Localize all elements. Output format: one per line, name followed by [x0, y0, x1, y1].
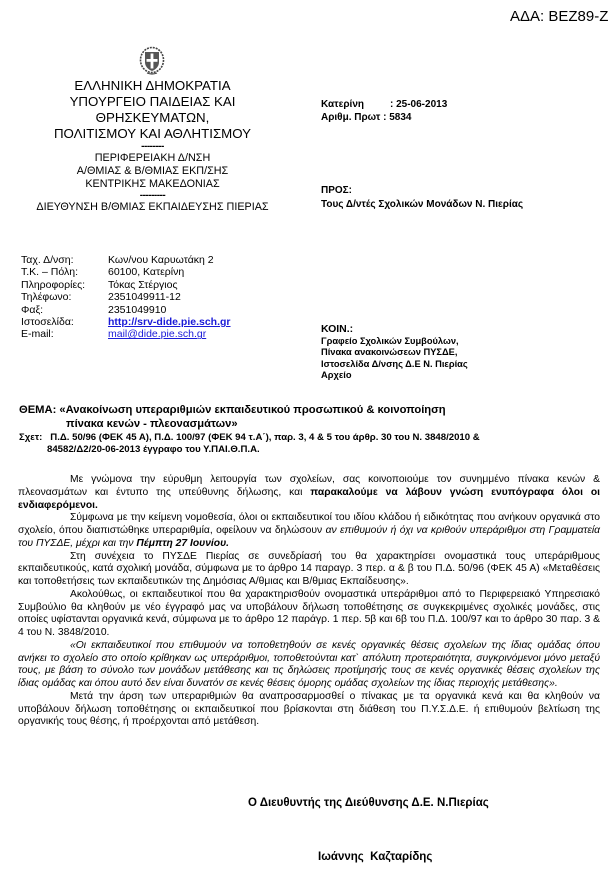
koin-item: Πίνακα ανακοινώσεων ΠΥΣΔΕ, — [321, 347, 458, 357]
document-date: : 25-06-2013 — [390, 99, 448, 110]
protocol-label: Αριθμ. Πρωτ : — [321, 112, 387, 123]
references — [19, 432, 609, 456]
place-label: Κατερίνη — [321, 99, 364, 110]
body-quote — [18, 640, 600, 691]
header-line: ΚΕΝΤΡΙΚΗΣ ΜΑΚΕΔΟΝΙΑΣ — [85, 178, 220, 190]
header-line: ΕΛΛΗΝΙΚΗ ΔΗΜΟΚΡΑΤΙΑ — [74, 78, 231, 93]
contact-row — [21, 254, 231, 266]
koin-block — [321, 324, 468, 382]
signatory-name: Ιωάννης Καζταρίδης — [318, 851, 433, 863]
subject-line: πίνακα κενών - πλεονασμάτων» — [66, 418, 238, 430]
contact-label: Φαξ: — [21, 303, 44, 316]
contact-value: 2351049911-12 — [108, 291, 181, 304]
issuer-header — [0, 78, 305, 214]
reference-line: Σχετ: Π.Δ. 50/96 (ΦΕΚ 45 Α), Π.Δ. 100/97 (ΦΕΚ 94 τ.Α΄), παρ. 3, 4 & 5 του άρθρ. 30 του Ν. 3848/2010 & — [19, 432, 480, 443]
contact-row — [21, 304, 231, 316]
contact-label: Ιστοσελίδα: — [21, 316, 74, 329]
document-meta — [321, 98, 447, 124]
body-paragraph: Μετά την άρση των υπεραριθμιών θα αναπροσαρμοσθεί ο πίνακας με τα οργανικά κενά και θα κληθούν να υποβάλουν δήλωση τοποθέτησης οι εκπαιδευτικοί που βρίσκονται στη διάθεση του Π.Υ.Σ.Δ.Ε. ή επιθυμούν βελτίωση της οργανικής τους θέσης, ή προέρχονται από μετάθεση. — [18, 690, 600, 728]
body-paragraph — [18, 474, 600, 512]
website-link[interactable]: http://srv-dide.pie.sch.gr — [108, 316, 231, 329]
deadline-date: Πέμπτη 27 Ιουνίου. — [136, 537, 230, 549]
contact-row — [21, 316, 231, 328]
header-line: ΠΕΡΙΦΕΡΕΙΑΚΗ Δ/ΝΣΗ — [94, 152, 211, 164]
koin-label: ΚΟΙΝ.: — [321, 323, 354, 335]
quote-text: «Οι εκπαιδευτικοί που επιθυμούν να τοποθετηθούν σε κενές οργανικές θέσεις σχολείων της ίδιας ομάδας όπου ανήκει το σχολείο στο οποίο κρίθηκαν ως υπεράριθμοι, τοποθετούνται κατ` απόλυτη προτεραιότητα, συγκρινόμενοι μόνο μεταξύ τους, με βάση το σύνολο των μονάδων μετάθεσης και τις δηλώσεις προτίμησής τους σε κενές οργανικές θέσεις σχολείων της ίδιας ομάδας και όπου αυτό δεν είναι δυνατόν σε κενές θέσεις όμορης ομάδας σχολείων της ίδιας περιοχής μετάθεσης». — [18, 639, 600, 689]
header-line: Α/ΘΜΙΑΣ & Β/ΘΜΙΑΣ ΕΚΠ/ΣΗΣ — [76, 165, 229, 177]
contact-info — [21, 254, 231, 341]
contact-label: Πληροφορίες: — [21, 278, 86, 291]
contact-value: Τόκας Στέργιος — [108, 278, 178, 291]
body-text: Σύμφωνα με την κείμενη νομοθεσία, όλοι οι εκπαιδευτικοί του ιδίου κλάδου ή ειδικότητας που ανήκουν οργανικά στο σχολείο, όπου διαπιστώθηκε υπεραριθμία, οφείλουν να δηλώσουν — [18, 512, 600, 536]
contact-label: E-mail: — [21, 328, 54, 341]
body-paragraph — [18, 512, 600, 550]
header-line: ΥΠΟΥΡΓΕΙΟ ΠΑΙΔΕΙΑΣ ΚΑΙ — [69, 94, 236, 109]
body-emphasis: παρακαλούμε να λάβουν γνώση ενυπόγραφα όλοι οι ενδιαφερόμενοι. — [18, 486, 601, 511]
contact-row — [21, 291, 231, 303]
coat-of-arms-icon — [139, 46, 165, 76]
body-paragraph: Ακολούθως, οι εκπαιδευτικοί που θα χαρακτηρισθούν ονομαστικά υπεράριθμοι από το Περιφερειακό Υπηρεσιακό Συμβούλιο θα κληθούν με νέο έγγραφό μας να υποβάλουν δήλωση τοποθέτησης σε συγκεκριμένες σχολικές μονάδες, στις οποίες υφίστανται οργανικά κενά, σύμφωνα με το άρθρο 12 παράγρ. 1 περ. 5β και 6β του Π.Δ. 100/97 και το άρθρο 30 παρ. 3 & 4 του Ν. 3848/2010. — [18, 588, 600, 638]
koin-item: Αρχείο — [321, 370, 352, 380]
contact-label: Τ.Κ. – Πόλη: — [21, 266, 79, 279]
body-text: Με γνώμονα την εύρυθμη λειτουργία των σχολείων, σας κοινοποιούμε τον συνημμένο πίνακα κενών & πλεονασμάτων και έντυπο της υπεύθυνης δήλωσης, και — [18, 474, 600, 498]
protocol-number: 5834 — [389, 112, 412, 123]
contact-value: Κων/νου Καρυωτάκη 2 — [108, 254, 214, 266]
reference-line: 84582/Δ2/20-06-2013 έγγραφο του Υ.ΠΑΙ.Θ.Π.Α. — [47, 444, 260, 455]
contact-row — [21, 279, 231, 291]
signatory-title: Ο Διευθυντής της Διεύθυνσης Δ.Ε. Ν.Πιερίας — [248, 797, 489, 809]
contact-value: 2351049910 — [108, 303, 167, 316]
header-line: ΠΟΛΙΤΙΣΜΟΥ ΚΑΙ ΑΘΛΗΤΙΣΜΟΥ — [53, 126, 252, 141]
recipient-label: ΠΡΟΣ: — [321, 185, 353, 196]
header-line: ΔΙΕΥΘΥΝΣΗ Β/ΘΜΙΑΣ ΕΚΠΑΙΔΕΥΣΗΣ ΠΙΕΡΙΑΣ — [36, 201, 269, 213]
header-separator: --------- — [139, 190, 166, 201]
koin-item: Γραφείο Σχολικών Συμβούλων, — [321, 335, 459, 346]
email-link[interactable]: mail@dide.pie.sch.gr — [108, 328, 207, 341]
contact-row — [21, 266, 231, 278]
letter-body — [18, 474, 600, 729]
subject — [19, 403, 609, 431]
subject-line: ΘΕΜΑ: «Ανακοίνωση υπεραριθμιών εκπαιδευτικού προσωπικού & κοινοποίηση — [19, 404, 446, 416]
body-paragraph: Στη συνέχεια το ΠΥΣΔΕ Πιερίας σε συνεδρίασή του θα χαρακτηρίσει ονομαστικά τους υπεράριθμους εκπαιδευτικούς, κατά σχολική μονάδα, σύμφωνα με το άρθρο 14 παραγρ. 3 περ. α & β του Π.Δ. 50/96 (ΦΕΚ 45 Α) «Μεταθέσεις και τοποθετήσεις των εκπαιδευτικών της Δημόσιας Α/θμιας και Β/θμιας Εκπαίδευσης». — [18, 550, 600, 587]
koin-item: Ιστοσελίδα Δ/νσης Δ.Ε Ν. Πιερίας — [321, 358, 468, 369]
ada-code: ΑΔΑ: ΒΕΖ89-Ζ — [510, 8, 609, 25]
contact-value: 60100, Κατερίνη — [108, 266, 185, 279]
recipient-block — [321, 184, 523, 212]
contact-label: Ταχ. Δ/νση: — [21, 254, 74, 266]
body-italic: αν επιθυμούν ή όχι να κριθούν υπεράριθμοι στη Γραμματεία του ΠΥΣΔΕ, μέχρι και την — [18, 525, 601, 549]
contact-row — [21, 328, 231, 340]
header-line: ΘΡΗΣΚΕΥΜΑΤΩΝ, — [95, 110, 210, 125]
header-separator: -------- — [141, 141, 164, 152]
contact-label: Τηλέφωνο: — [21, 291, 72, 304]
recipient-value: Τους Δ/ντές Σχολικών Μονάδων Ν. Πιερίας — [321, 199, 524, 210]
